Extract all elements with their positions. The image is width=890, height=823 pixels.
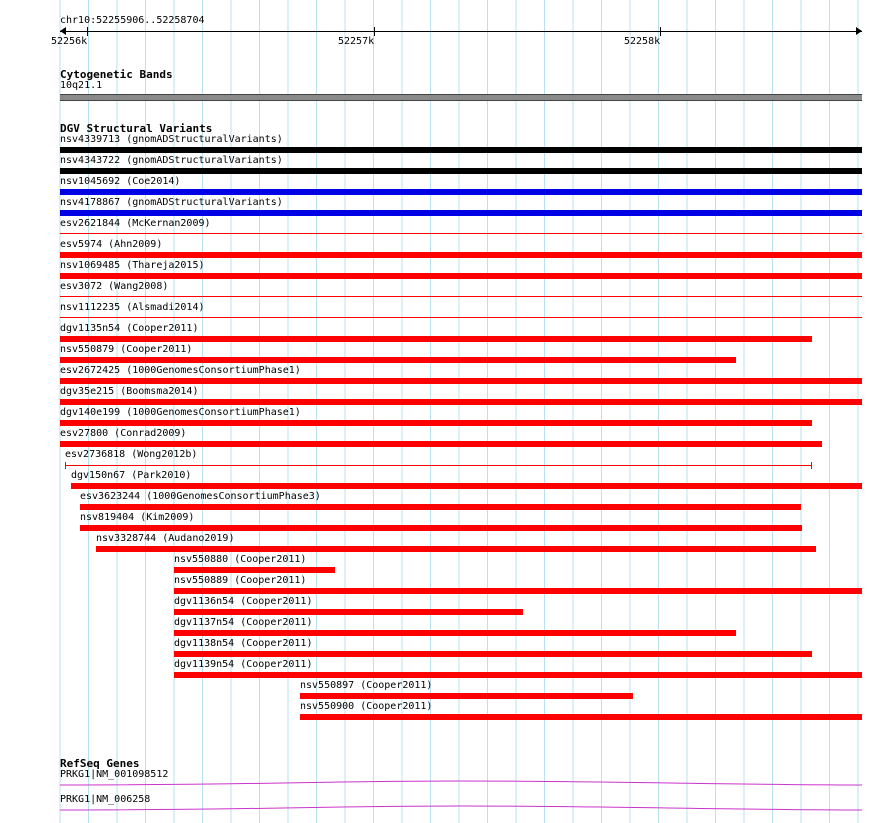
dgv-feature-label: esv2672425 (1000GenomesConsortiumPhase1) — [60, 365, 301, 376]
ruler-tick-label: 52257k — [338, 36, 375, 47]
dgv-feature-label: nsv550879 (Cooper2011) — [60, 344, 193, 355]
location-label: chr10:52255906..52258704 — [60, 15, 205, 26]
refseq-gene-line[interactable] — [60, 781, 862, 785]
dgv-feature-label: nsv550880 (Cooper2011) — [174, 554, 307, 565]
dgv-feature-label: nsv3328744 (Audano2019) — [96, 533, 235, 544]
track-title-cytogenetic-bands: Cytogenetic Bands — [60, 68, 173, 81]
dgv-feature-label: esv27800 (Conrad2009) — [60, 428, 187, 439]
dgv-feature-label: nsv550889 (Cooper2011) — [174, 575, 307, 586]
refseq-gene-label: PRKG1|NM_001098512 — [60, 769, 169, 780]
dgv-feature-label: dgv150n67 (Park2010) — [71, 470, 192, 481]
track-title-dgv-structural-variants: DGV Structural Variants — [60, 122, 213, 135]
dgv-feature-label: esv2736818 (Wong2012b) — [65, 449, 198, 460]
dgv-feature-label: nsv819404 (Kim2009) — [80, 512, 195, 523]
dgv-feature-label: dgv1135n54 (Cooper2011) — [60, 323, 199, 334]
dgv-feature-label: dgv140e199 (1000GenomesConsortiumPhase1) — [60, 407, 301, 418]
dgv-feature-label: nsv550897 (Cooper2011) — [300, 680, 433, 691]
dgv-feature-label: esv5974 (Ahn2009) — [60, 239, 163, 250]
dgv-feature-label: nsv550900 (Cooper2011) — [300, 701, 433, 712]
dgv-feature-label: nsv4339713 (gnomADStructuralVariants) — [60, 134, 283, 145]
ruler-tick-label: 52258k — [624, 36, 661, 47]
refseq-gene-label: PRKG1|NM_006258 — [60, 794, 151, 805]
dgv-feature-label: esv3072 (Wang2008) — [60, 281, 169, 292]
dgv-feature-label: nsv4178867 (gnomADStructuralVariants) — [60, 197, 283, 208]
ruler-tick-label: 52256k — [51, 36, 88, 47]
dgv-feature-label: dgv1137n54 (Cooper2011) — [174, 617, 313, 628]
refseq-gene-line[interactable] — [60, 806, 862, 810]
dgv-feature-label: dgv1136n54 (Cooper2011) — [174, 596, 313, 607]
dgv-feature-label: nsv1069485 (Thareja2015) — [60, 260, 205, 271]
dgv-feature-label: nsv4343722 (gnomADStructuralVariants) — [60, 155, 283, 166]
dgv-feature-label: esv2621844 (McKernan2009) — [60, 218, 211, 229]
dgv-feature-label: dgv35e215 (Boomsma2014) — [60, 386, 199, 397]
cytoband-label: 10q21.1 — [60, 80, 103, 91]
dgv-feature-label: dgv1138n54 (Cooper2011) — [174, 638, 313, 649]
track-title-refseq-genes: RefSeq Genes — [60, 757, 140, 770]
dgv-feature-label: nsv1112235 (Alsmadi2014) — [60, 302, 205, 313]
dgv-feature-label: nsv1045692 (Coe2014) — [60, 176, 181, 187]
dgv-feature-label: dgv1139n54 (Cooper2011) — [174, 659, 313, 670]
dgv-feature-label: esv3623244 (1000GenomesConsortiumPhase3) — [80, 491, 321, 502]
